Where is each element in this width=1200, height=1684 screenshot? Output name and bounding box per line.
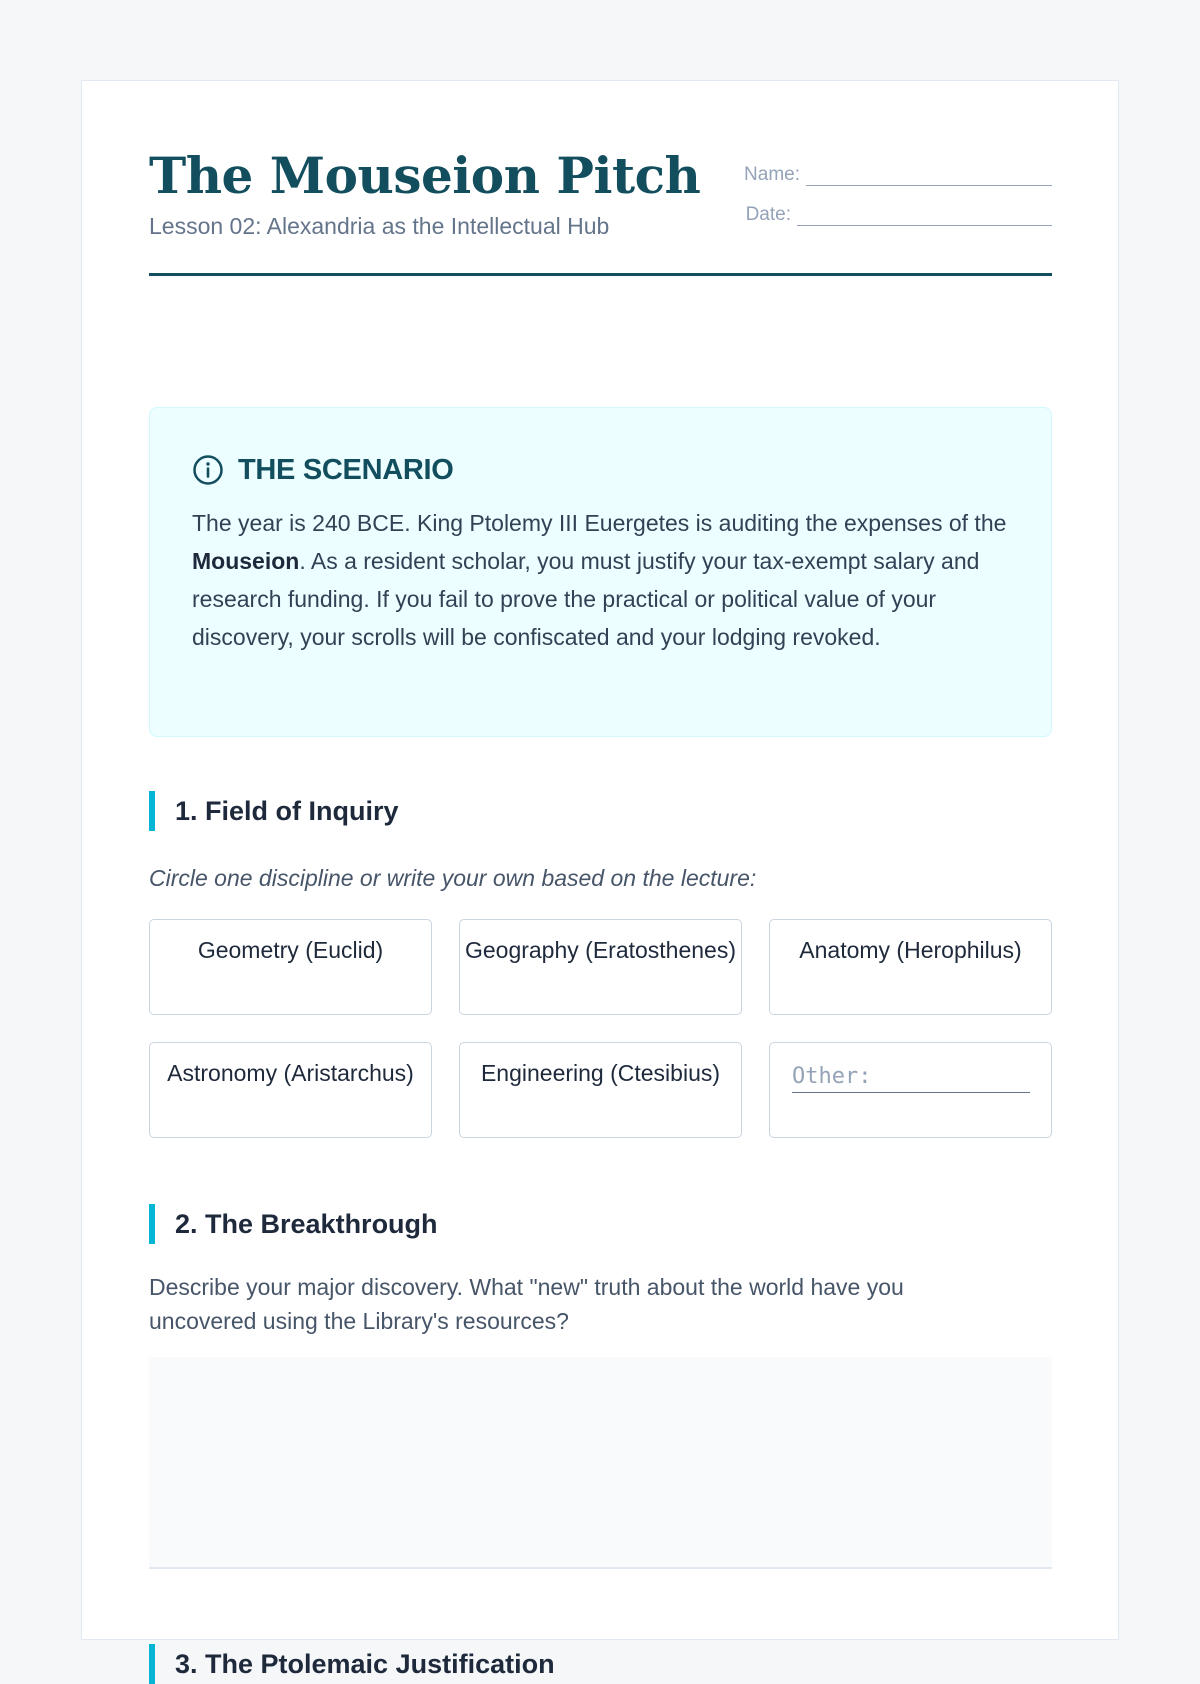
name-blank-line[interactable] [806, 167, 1052, 186]
info-icon [192, 454, 224, 486]
option-other[interactable] [769, 1042, 1052, 1138]
breakthrough-answer-area[interactable] [149, 1357, 1052, 1569]
date-label: Date: [745, 204, 791, 225]
breakthrough-description: Describe your major discovery. What "new" truth about the world have you uncovered using the Library's resources? [149, 1274, 904, 1334]
scenario-title: THE SCENARIO [238, 453, 454, 486]
scenario-text-bold: Mouseion [192, 548, 300, 574]
other-input-line[interactable]: Other: [792, 1062, 1030, 1093]
section-title-breakthrough: 2. The Breakthrough [175, 1208, 438, 1239]
page-title: The Mouseion Pitch [149, 146, 701, 205]
option-engineering[interactable]: Engineering (Ctesibius) [459, 1042, 742, 1138]
section-heading-field [149, 791, 399, 831]
worksheet-header [149, 146, 1052, 276]
date-field [746, 204, 1052, 226]
section-title-field: 1. Field of Inquiry [175, 795, 399, 826]
option-geometry[interactable]: Geometry (Euclid) [149, 919, 432, 1015]
field-instruction: Circle one discipline or write your own based on the lecture: [149, 865, 757, 891]
name-label: Name: [744, 164, 800, 185]
section-title-justification: 3. The Ptolemaic Justification [175, 1648, 555, 1679]
option-anatomy[interactable]: Anatomy (Herophilus) [769, 919, 1052, 1015]
worksheet-content [149, 146, 1052, 1679]
name-field [744, 164, 1052, 186]
option-astronomy[interactable]: Astronomy (Aristarchus) [149, 1042, 432, 1138]
section-heading-justification [149, 1644, 555, 1684]
scenario-box [149, 407, 1052, 737]
date-blank-line[interactable] [797, 207, 1052, 226]
option-geography[interactable]: Geography (Eratosthenes) [459, 919, 742, 1015]
worksheet-page [81, 80, 1119, 1679]
scenario-text-end: . As a resident scholar, you must justify your tax-exempt salary and research funding. If you fail to prove the practical or political value of your discovery, your scrolls will be confiscated and your lodging revoked. [192, 548, 980, 650]
scenario-text [192, 504, 1009, 656]
section-accent-bar [149, 791, 155, 831]
scenario-heading [192, 450, 1009, 490]
lesson-subtitle: Lesson 02: Alexandria as the Intellectual Hub [149, 213, 610, 239]
section-accent-bar [149, 1204, 155, 1244]
section-heading-breakthrough [149, 1204, 438, 1244]
scenario-text-start: The year is 240 BCE. King Ptolemy III Euergetes is auditing the expenses of the [192, 510, 1007, 536]
section-accent-bar [149, 1644, 155, 1684]
